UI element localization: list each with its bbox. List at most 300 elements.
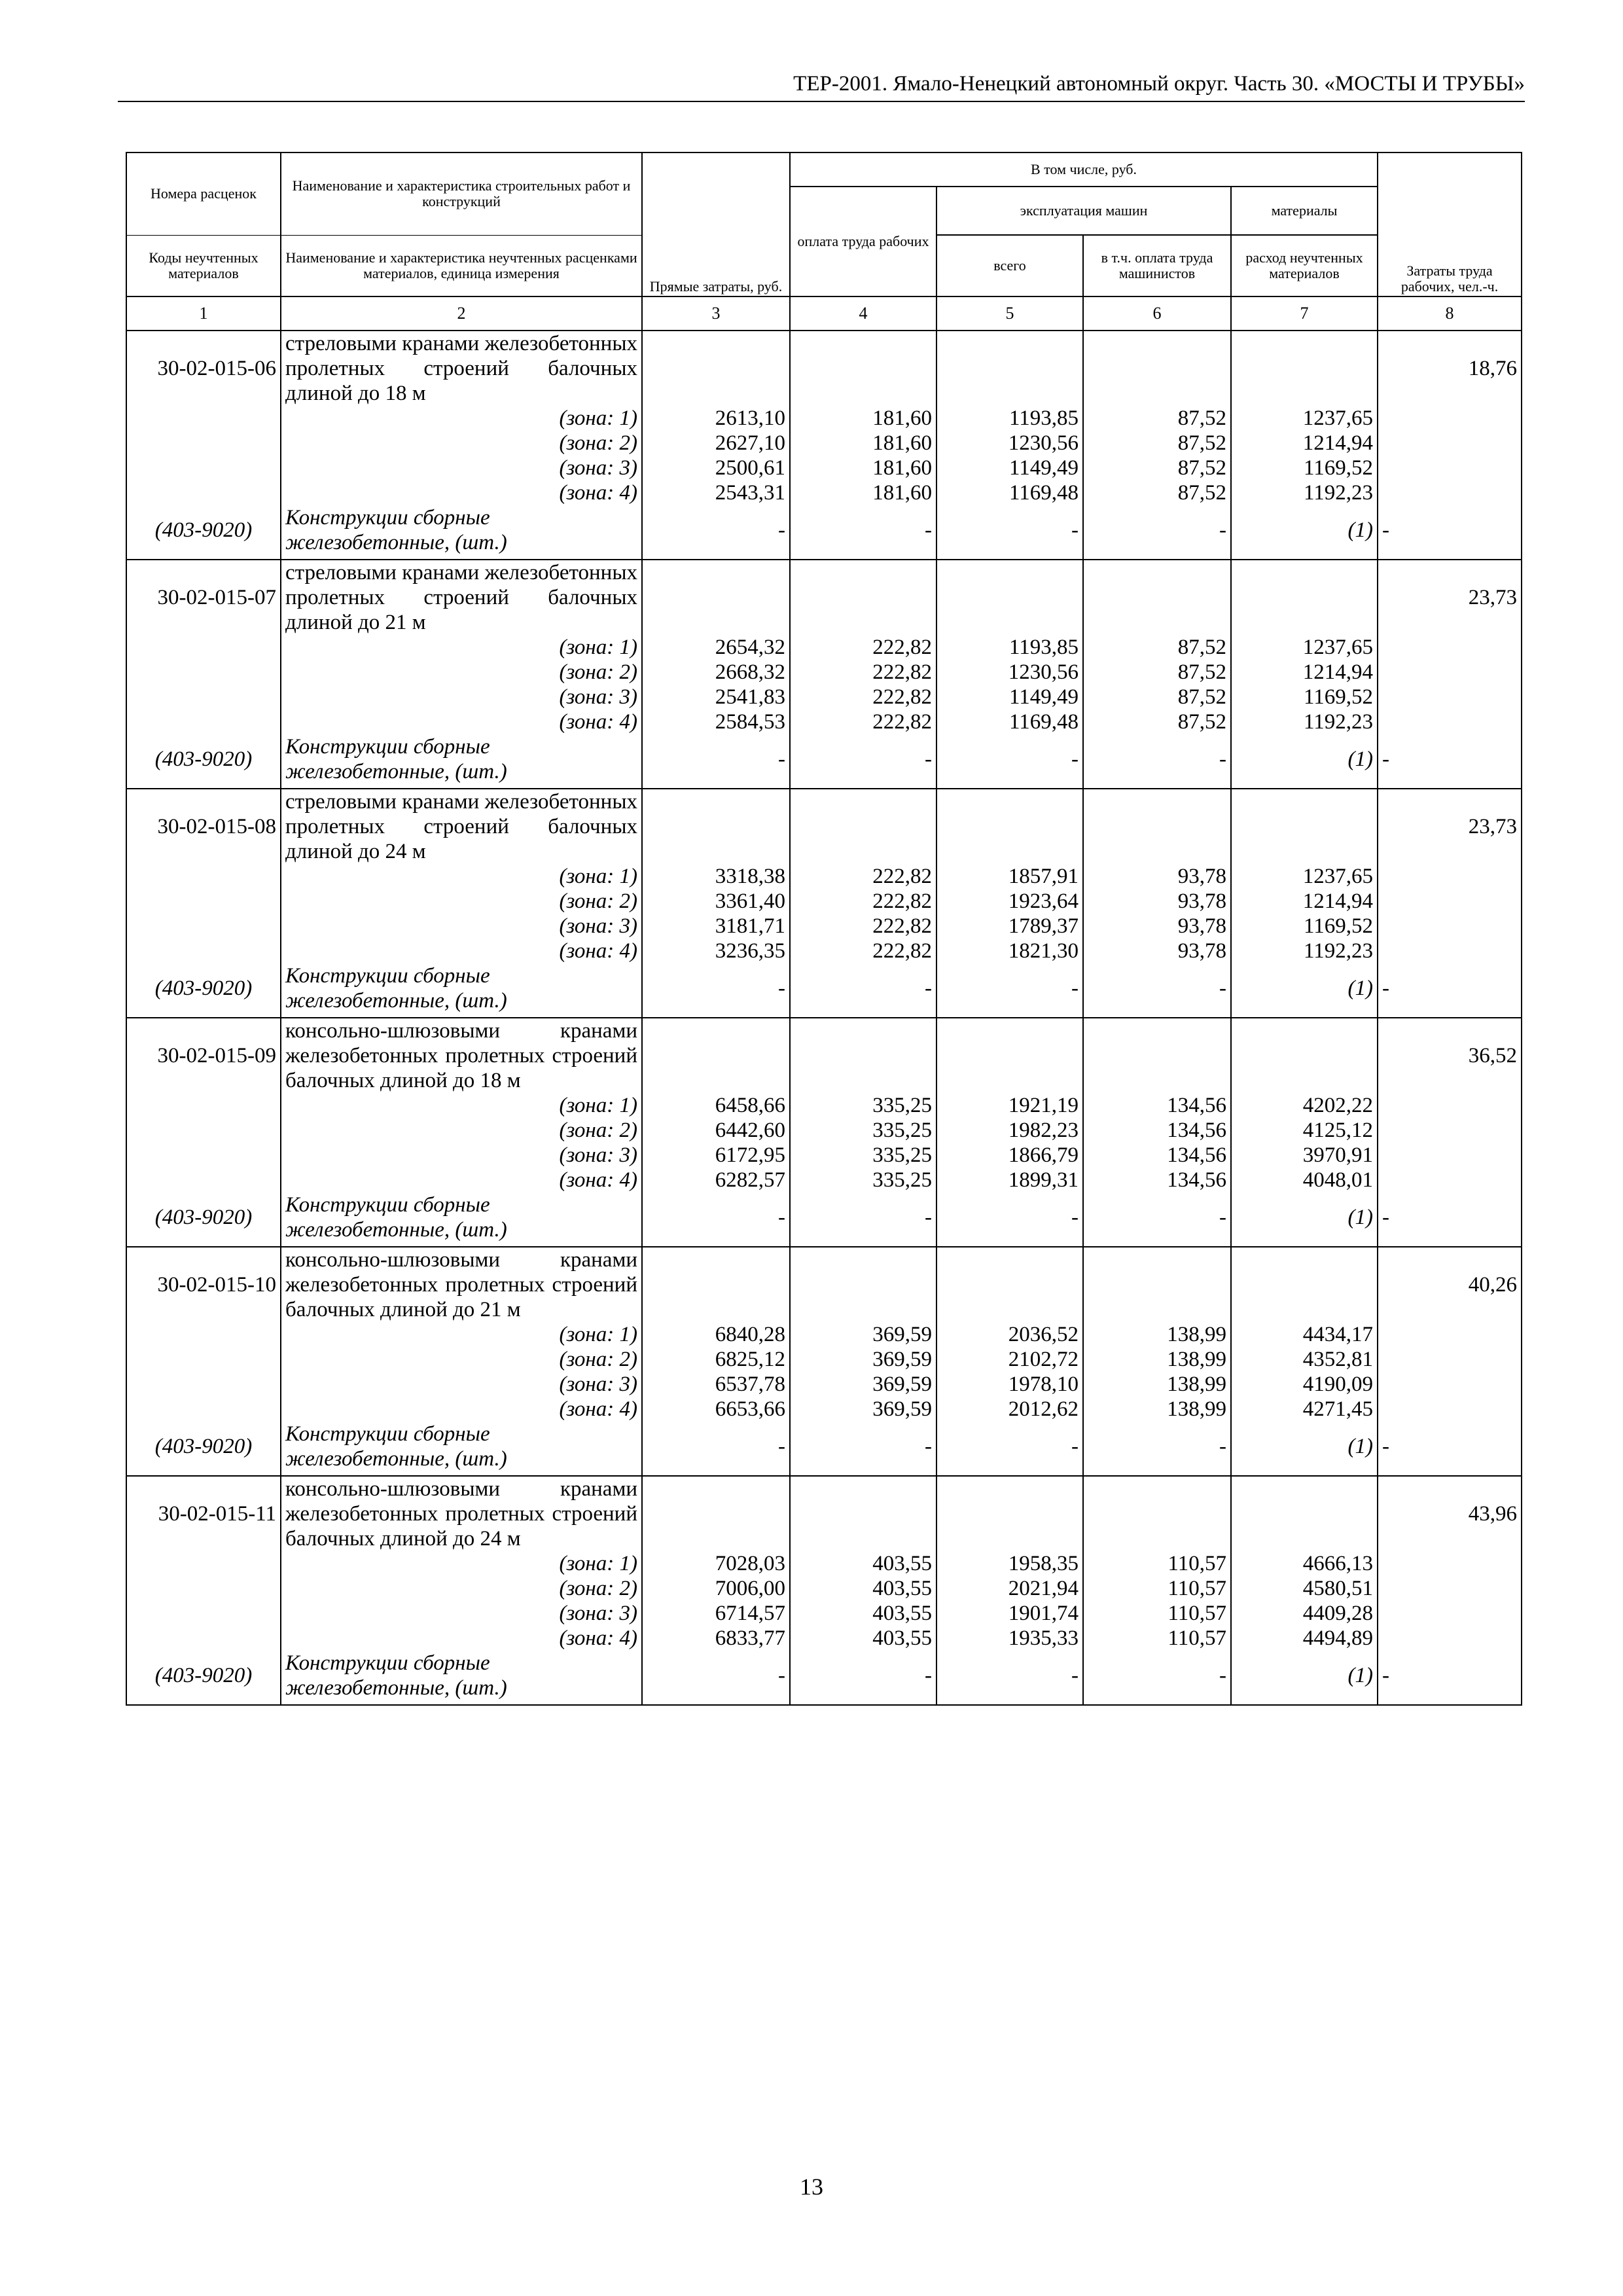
direct-cost: - bbox=[642, 505, 790, 560]
empty-cell bbox=[790, 1018, 936, 1093]
direct-cost: 6714,57 bbox=[642, 1601, 790, 1626]
rate-row bbox=[126, 560, 1522, 635]
rate-description: консольно-шлюзовыми кранами железобетонных пролетных строений балочных длиной до 18 м bbox=[281, 1018, 642, 1093]
zone-row bbox=[126, 889, 1522, 914]
machines-total: - bbox=[936, 963, 1083, 1018]
head-materials: материалы bbox=[1231, 187, 1378, 235]
direct-cost: 2584,53 bbox=[642, 709, 790, 734]
empty-cell bbox=[1231, 560, 1378, 635]
zone-label: (зона: 2) bbox=[281, 660, 642, 685]
materials-cost: 4352,81 bbox=[1231, 1347, 1378, 1372]
empty-cell bbox=[1231, 789, 1378, 864]
empty-cell bbox=[1378, 709, 1522, 734]
zone-row bbox=[126, 635, 1522, 660]
empty-cell bbox=[126, 406, 281, 431]
rate-code: 30-02-015-08 bbox=[126, 789, 281, 864]
material-row bbox=[126, 963, 1522, 1018]
empty-cell bbox=[1378, 864, 1522, 889]
column-number: 6 bbox=[1083, 296, 1231, 331]
machines-total: 1899,31 bbox=[936, 1168, 1083, 1193]
machines-total: 1978,10 bbox=[936, 1372, 1083, 1397]
empty-cell bbox=[1378, 1397, 1522, 1422]
zone-row bbox=[126, 1093, 1522, 1118]
rates-table bbox=[126, 152, 1522, 1706]
head-work-name: Наименование и характеристика строительных работ и конструкций bbox=[281, 152, 642, 235]
material-row bbox=[126, 505, 1522, 560]
material-row bbox=[126, 1193, 1522, 1247]
direct-cost: 2500,61 bbox=[642, 456, 790, 480]
material-consumption: (1) bbox=[1231, 963, 1378, 1018]
materials-cost: 1192,23 bbox=[1231, 709, 1378, 734]
column-number: 5 bbox=[936, 296, 1083, 331]
direct-cost: 6840,28 bbox=[642, 1322, 790, 1347]
empty-cell bbox=[126, 1601, 281, 1626]
labor-cost: 36,52 bbox=[1378, 1018, 1522, 1093]
material-code: (403-9020) bbox=[126, 1422, 281, 1476]
empty-cell bbox=[642, 560, 790, 635]
materials-cost: 4125,12 bbox=[1231, 1118, 1378, 1143]
direct-cost: 3318,38 bbox=[642, 864, 790, 889]
rate-row bbox=[126, 789, 1522, 864]
worker-wage: 222,82 bbox=[790, 660, 936, 685]
head-material-code: Коды неучтенных материалов bbox=[126, 235, 281, 296]
empty-cell bbox=[126, 1168, 281, 1193]
empty-cell bbox=[642, 1018, 790, 1093]
zone-row bbox=[126, 1397, 1522, 1422]
direct-cost: 2541,83 bbox=[642, 685, 790, 709]
material-description: Конструкции сборные железобетонные, (шт.) bbox=[281, 734, 642, 789]
zone-row bbox=[126, 1168, 1522, 1193]
material-description: Конструкции сборные железобетонные, (шт.) bbox=[281, 1651, 642, 1705]
direct-cost: 3236,35 bbox=[642, 939, 790, 963]
direct-cost: - bbox=[642, 734, 790, 789]
worker-wage: 403,55 bbox=[790, 1576, 936, 1601]
page-number: 13 bbox=[800, 2174, 823, 2200]
head-direct-cost: Прямые затраты, руб. bbox=[642, 152, 790, 296]
rate-code: 30-02-015-07 bbox=[126, 560, 281, 635]
empty-cell bbox=[1083, 789, 1231, 864]
labor-cost: 43,96 bbox=[1378, 1476, 1522, 1551]
material-code: (403-9020) bbox=[126, 1651, 281, 1705]
empty-cell bbox=[126, 456, 281, 480]
empty-cell bbox=[126, 1576, 281, 1601]
worker-wage: 222,82 bbox=[790, 709, 936, 734]
material-description: Конструкции сборные железобетонные, (шт.) bbox=[281, 1193, 642, 1247]
material-code: (403-9020) bbox=[126, 963, 281, 1018]
empty-cell bbox=[936, 789, 1083, 864]
machines-total: 2021,94 bbox=[936, 1576, 1083, 1601]
material-row bbox=[126, 1422, 1522, 1476]
head-machinist-wage: в т.ч. оплата труда машинистов bbox=[1083, 235, 1231, 296]
zone-label: (зона: 1) bbox=[281, 406, 642, 431]
empty-cell bbox=[790, 1247, 936, 1322]
material-code: (403-9020) bbox=[126, 505, 281, 560]
worker-wage: 222,82 bbox=[790, 889, 936, 914]
empty-cell bbox=[1378, 1626, 1522, 1651]
machines-total: 1230,56 bbox=[936, 431, 1083, 456]
head-rate-number: Номера расценок bbox=[126, 152, 281, 235]
empty-cell bbox=[1378, 1093, 1522, 1118]
worker-wage: 222,82 bbox=[790, 635, 936, 660]
zone-label: (зона: 4) bbox=[281, 1397, 642, 1422]
zone-label: (зона: 3) bbox=[281, 456, 642, 480]
zone-label: (зона: 4) bbox=[281, 480, 642, 505]
rate-description: консольно-шлюзовыми кранами железобетонных пролетных строений балочных длиной до 21 м bbox=[281, 1247, 642, 1322]
rate-item bbox=[126, 1247, 1522, 1476]
direct-cost: 3361,40 bbox=[642, 889, 790, 914]
direct-cost: - bbox=[642, 1422, 790, 1476]
empty-cell bbox=[126, 1551, 281, 1576]
direct-cost: 6653,66 bbox=[642, 1397, 790, 1422]
zone-row bbox=[126, 431, 1522, 456]
empty-cell bbox=[126, 889, 281, 914]
zone-row bbox=[126, 1118, 1522, 1143]
machines-total: 1193,85 bbox=[936, 635, 1083, 660]
materials-cost: 3970,91 bbox=[1231, 1143, 1378, 1168]
zone-row bbox=[126, 1322, 1522, 1347]
empty-cell bbox=[1231, 1018, 1378, 1093]
rate-code: 30-02-015-09 bbox=[126, 1018, 281, 1093]
machinist-wage: - bbox=[1083, 505, 1231, 560]
machinist-wage: 134,56 bbox=[1083, 1168, 1231, 1193]
materials-cost: 1214,94 bbox=[1231, 889, 1378, 914]
machines-total: 1149,49 bbox=[936, 456, 1083, 480]
empty-cell bbox=[936, 560, 1083, 635]
zone-label: (зона: 2) bbox=[281, 431, 642, 456]
machines-total: 2012,62 bbox=[936, 1397, 1083, 1422]
materials-cost: 1214,94 bbox=[1231, 431, 1378, 456]
page-header: ТЕР-2001. Ямало-Ненецкий автономный округ. Часть 30. «МОСТЫ И ТРУБЫ» bbox=[118, 71, 1525, 102]
empty-cell bbox=[126, 480, 281, 505]
zone-row bbox=[126, 1372, 1522, 1397]
empty-cell bbox=[1378, 1168, 1522, 1193]
empty-cell bbox=[1378, 431, 1522, 456]
empty-cell bbox=[936, 1018, 1083, 1093]
direct-cost: 2627,10 bbox=[642, 431, 790, 456]
zone-row bbox=[126, 1143, 1522, 1168]
zone-row bbox=[126, 660, 1522, 685]
worker-wage: 403,55 bbox=[790, 1551, 936, 1576]
head-machines: эксплуатация машин bbox=[936, 187, 1231, 235]
machines-total: - bbox=[936, 734, 1083, 789]
labor-cost: 40,26 bbox=[1378, 1247, 1522, 1322]
zone-label: (зона: 3) bbox=[281, 1143, 642, 1168]
materials-cost: 4202,22 bbox=[1231, 1093, 1378, 1118]
empty-cell bbox=[936, 331, 1083, 406]
worker-wage: - bbox=[790, 734, 936, 789]
empty-cell bbox=[1231, 331, 1378, 406]
zone-label: (зона: 3) bbox=[281, 1372, 642, 1397]
column-number: 7 bbox=[1231, 296, 1378, 331]
direct-cost: 6442,60 bbox=[642, 1118, 790, 1143]
materials-cost: 4271,45 bbox=[1231, 1397, 1378, 1422]
column-number: 2 bbox=[281, 296, 642, 331]
head-including: В том числе, руб. bbox=[790, 152, 1378, 187]
machinist-wage: 93,78 bbox=[1083, 939, 1231, 963]
rate-description: стреловыми кранами железобетонных пролетных строений балочных длиной до 24 м bbox=[281, 789, 642, 864]
zone-label: (зона: 1) bbox=[281, 635, 642, 660]
empty-cell bbox=[642, 1247, 790, 1322]
material-description: Конструкции сборные железобетонные, (шт.) bbox=[281, 1422, 642, 1476]
labor-cost: 23,73 bbox=[1378, 560, 1522, 635]
zone-row bbox=[126, 480, 1522, 505]
head-material-name: Наименование и характеристика неучтенных расценками материалов, единица измерения bbox=[281, 235, 642, 296]
labor-cost: - bbox=[1378, 963, 1522, 1018]
worker-wage: 335,25 bbox=[790, 1143, 936, 1168]
zone-row bbox=[126, 1576, 1522, 1601]
machines-total: 1921,19 bbox=[936, 1093, 1083, 1118]
worker-wage: 369,59 bbox=[790, 1397, 936, 1422]
machines-total: 1169,48 bbox=[936, 709, 1083, 734]
direct-cost: 2543,31 bbox=[642, 480, 790, 505]
column-number: 4 bbox=[790, 296, 936, 331]
worker-wage: 181,60 bbox=[790, 480, 936, 505]
direct-cost: 2654,32 bbox=[642, 635, 790, 660]
empty-cell bbox=[126, 864, 281, 889]
machines-total: 2102,72 bbox=[936, 1347, 1083, 1372]
machinist-wage: 93,78 bbox=[1083, 889, 1231, 914]
material-row bbox=[126, 734, 1522, 789]
materials-cost: 1169,52 bbox=[1231, 456, 1378, 480]
machines-total: 1901,74 bbox=[936, 1601, 1083, 1626]
zone-label: (зона: 2) bbox=[281, 1576, 642, 1601]
zone-row bbox=[126, 1347, 1522, 1372]
empty-cell bbox=[126, 914, 281, 939]
worker-wage: 222,82 bbox=[790, 914, 936, 939]
labor-cost: - bbox=[1378, 505, 1522, 560]
empty-cell bbox=[642, 331, 790, 406]
empty-cell bbox=[1378, 889, 1522, 914]
worker-wage: 369,59 bbox=[790, 1347, 936, 1372]
machines-total: - bbox=[936, 1651, 1083, 1705]
direct-cost: - bbox=[642, 1651, 790, 1705]
empty-cell bbox=[126, 939, 281, 963]
empty-cell bbox=[1083, 1247, 1231, 1322]
materials-cost: 4048,01 bbox=[1231, 1168, 1378, 1193]
empty-cell bbox=[1378, 406, 1522, 431]
machinist-wage: 87,52 bbox=[1083, 685, 1231, 709]
direct-cost: 6833,77 bbox=[642, 1626, 790, 1651]
worker-wage: - bbox=[790, 1422, 936, 1476]
empty-cell bbox=[936, 1247, 1083, 1322]
zone-label: (зона: 2) bbox=[281, 889, 642, 914]
empty-cell bbox=[126, 660, 281, 685]
machines-total: 1149,49 bbox=[936, 685, 1083, 709]
machinist-wage: - bbox=[1083, 1193, 1231, 1247]
zone-row bbox=[126, 864, 1522, 889]
empty-cell bbox=[126, 1372, 281, 1397]
material-consumption: (1) bbox=[1231, 734, 1378, 789]
worker-wage: 222,82 bbox=[790, 939, 936, 963]
direct-cost: - bbox=[642, 963, 790, 1018]
empty-cell bbox=[936, 1476, 1083, 1551]
machines-total: 1935,33 bbox=[936, 1626, 1083, 1651]
rate-description: стреловыми кранами железобетонных пролетных строений балочных длиной до 18 м bbox=[281, 331, 642, 406]
empty-cell bbox=[790, 331, 936, 406]
zone-row bbox=[126, 1626, 1522, 1651]
empty-cell bbox=[126, 1626, 281, 1651]
zone-row bbox=[126, 709, 1522, 734]
machines-total: 2036,52 bbox=[936, 1322, 1083, 1347]
empty-cell bbox=[1378, 1551, 1522, 1576]
rate-row bbox=[126, 1018, 1522, 1093]
zone-label: (зона: 1) bbox=[281, 864, 642, 889]
machinist-wage: - bbox=[1083, 1651, 1231, 1705]
empty-cell bbox=[790, 560, 936, 635]
machines-total: 1193,85 bbox=[936, 406, 1083, 431]
empty-cell bbox=[1231, 1476, 1378, 1551]
machinist-wage: 138,99 bbox=[1083, 1372, 1231, 1397]
machines-total: - bbox=[936, 1422, 1083, 1476]
machinist-wage: - bbox=[1083, 1422, 1231, 1476]
direct-cost: - bbox=[642, 1193, 790, 1247]
machinist-wage: 87,52 bbox=[1083, 406, 1231, 431]
materials-cost: 4434,17 bbox=[1231, 1322, 1378, 1347]
empty-cell bbox=[126, 1322, 281, 1347]
rate-row bbox=[126, 331, 1522, 406]
direct-cost: 6172,95 bbox=[642, 1143, 790, 1168]
rate-item bbox=[126, 1476, 1522, 1705]
machinist-wage: - bbox=[1083, 734, 1231, 789]
labor-cost: - bbox=[1378, 1193, 1522, 1247]
materials-cost: 4409,28 bbox=[1231, 1601, 1378, 1626]
empty-cell bbox=[1378, 914, 1522, 939]
labor-cost: 23,73 bbox=[1378, 789, 1522, 864]
zone-label: (зона: 4) bbox=[281, 939, 642, 963]
machinist-wage: 87,52 bbox=[1083, 431, 1231, 456]
empty-cell bbox=[126, 709, 281, 734]
worker-wage: 403,55 bbox=[790, 1601, 936, 1626]
direct-cost: 6458,66 bbox=[642, 1093, 790, 1118]
worker-wage: 222,82 bbox=[790, 864, 936, 889]
machinist-wage: 93,78 bbox=[1083, 914, 1231, 939]
empty-cell bbox=[1378, 1347, 1522, 1372]
materials-cost: 1237,65 bbox=[1231, 406, 1378, 431]
machinist-wage: 110,57 bbox=[1083, 1576, 1231, 1601]
materials-cost: 1192,23 bbox=[1231, 939, 1378, 963]
rate-item bbox=[126, 331, 1522, 560]
worker-wage: - bbox=[790, 1193, 936, 1247]
machines-total: 1169,48 bbox=[936, 480, 1083, 505]
empty-cell bbox=[126, 1347, 281, 1372]
machinist-wage: 87,52 bbox=[1083, 456, 1231, 480]
zone-row bbox=[126, 1601, 1522, 1626]
zone-label: (зона: 1) bbox=[281, 1322, 642, 1347]
direct-cost: 7006,00 bbox=[642, 1576, 790, 1601]
machines-total: 1866,79 bbox=[936, 1143, 1083, 1168]
labor-cost: - bbox=[1378, 734, 1522, 789]
machines-total: 1857,91 bbox=[936, 864, 1083, 889]
material-description: Конструкции сборные железобетонные, (шт.) bbox=[281, 505, 642, 560]
zone-label: (зона: 3) bbox=[281, 685, 642, 709]
worker-wage: 335,25 bbox=[790, 1093, 936, 1118]
material-consumption: (1) bbox=[1231, 1193, 1378, 1247]
machines-total: 1230,56 bbox=[936, 660, 1083, 685]
worker-wage: 369,59 bbox=[790, 1322, 936, 1347]
materials-cost: 4580,51 bbox=[1231, 1576, 1378, 1601]
empty-cell bbox=[1231, 1247, 1378, 1322]
empty-cell bbox=[1378, 685, 1522, 709]
empty-cell bbox=[126, 1093, 281, 1118]
worker-wage: 369,59 bbox=[790, 1372, 936, 1397]
empty-cell bbox=[1083, 331, 1231, 406]
rate-code: 30-02-015-10 bbox=[126, 1247, 281, 1322]
direct-cost: 7028,03 bbox=[642, 1551, 790, 1576]
rate-code: 30-02-015-06 bbox=[126, 331, 281, 406]
empty-cell bbox=[1378, 1143, 1522, 1168]
rate-description: стреловыми кранами железобетонных пролетных строений балочных длиной до 21 м bbox=[281, 560, 642, 635]
machinist-wage: 138,99 bbox=[1083, 1347, 1231, 1372]
zone-row bbox=[126, 939, 1522, 963]
zone-row bbox=[126, 685, 1522, 709]
empty-cell bbox=[642, 789, 790, 864]
machinist-wage: 134,56 bbox=[1083, 1093, 1231, 1118]
machinist-wage: 87,52 bbox=[1083, 635, 1231, 660]
zone-label: (зона: 4) bbox=[281, 1168, 642, 1193]
machines-total: 1982,23 bbox=[936, 1118, 1083, 1143]
empty-cell bbox=[1378, 939, 1522, 963]
machinist-wage: 134,56 bbox=[1083, 1143, 1231, 1168]
head-material-consumption: расход неучтенных материалов bbox=[1231, 235, 1378, 296]
materials-cost: 1169,52 bbox=[1231, 685, 1378, 709]
empty-cell bbox=[1378, 1601, 1522, 1626]
zone-label: (зона: 4) bbox=[281, 1626, 642, 1651]
empty-cell bbox=[1083, 1476, 1231, 1551]
worker-wage: 222,82 bbox=[790, 685, 936, 709]
column-number: 8 bbox=[1378, 296, 1522, 331]
machinist-wage: 138,99 bbox=[1083, 1322, 1231, 1347]
rate-item bbox=[126, 560, 1522, 789]
head-labor-cost: Затраты труда рабочих, чел.-ч. bbox=[1378, 152, 1522, 296]
material-description: Конструкции сборные железобетонные, (шт.) bbox=[281, 963, 642, 1018]
machines-total: 1789,37 bbox=[936, 914, 1083, 939]
direct-cost: 2613,10 bbox=[642, 406, 790, 431]
machinist-wage: 87,52 bbox=[1083, 480, 1231, 505]
materials-cost: 1237,65 bbox=[1231, 864, 1378, 889]
worker-wage: - bbox=[790, 505, 936, 560]
empty-cell bbox=[1378, 1322, 1522, 1347]
worker-wage: 181,60 bbox=[790, 431, 936, 456]
labor-cost: - bbox=[1378, 1651, 1522, 1705]
empty-cell bbox=[126, 685, 281, 709]
machinist-wage: 93,78 bbox=[1083, 864, 1231, 889]
zone-label: (зона: 2) bbox=[281, 1347, 642, 1372]
empty-cell bbox=[126, 431, 281, 456]
direct-cost: 6537,78 bbox=[642, 1372, 790, 1397]
worker-wage: 335,25 bbox=[790, 1118, 936, 1143]
worker-wage: - bbox=[790, 963, 936, 1018]
direct-cost: 6282,57 bbox=[642, 1168, 790, 1193]
zone-row bbox=[126, 914, 1522, 939]
zone-label: (зона: 3) bbox=[281, 1601, 642, 1626]
materials-cost: 1237,65 bbox=[1231, 635, 1378, 660]
zone-label: (зона: 1) bbox=[281, 1551, 642, 1576]
zone-label: (зона: 2) bbox=[281, 1118, 642, 1143]
materials-cost: 1214,94 bbox=[1231, 660, 1378, 685]
rate-description: консольно-шлюзовыми кранами железобетонных пролетных строений балочных длиной до 24 м bbox=[281, 1476, 642, 1551]
empty-cell bbox=[1083, 560, 1231, 635]
column-number: 3 bbox=[642, 296, 790, 331]
zone-label: (зона: 3) bbox=[281, 914, 642, 939]
empty-cell bbox=[126, 1397, 281, 1422]
zone-label: (зона: 1) bbox=[281, 1093, 642, 1118]
empty-cell bbox=[1378, 1576, 1522, 1601]
empty-cell bbox=[1378, 1372, 1522, 1397]
machines-total: 1923,64 bbox=[936, 889, 1083, 914]
machinist-wage: - bbox=[1083, 963, 1231, 1018]
head-worker-wage: оплата труда рабочих bbox=[790, 187, 936, 296]
material-code: (403-9020) bbox=[126, 734, 281, 789]
